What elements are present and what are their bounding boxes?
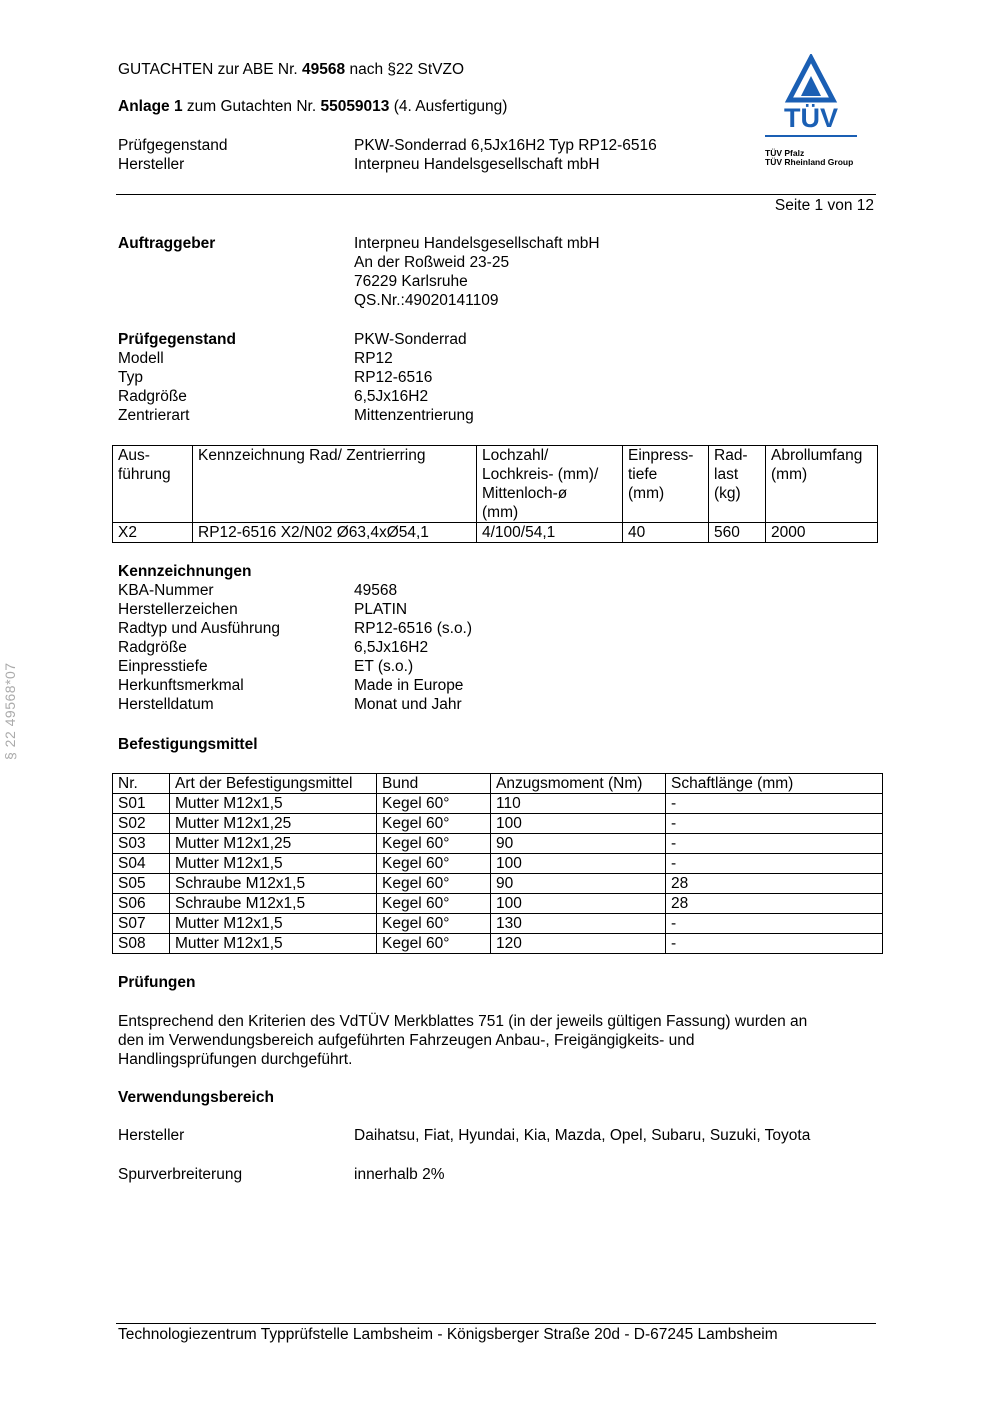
- zentrierart-label: Zentrierart: [118, 407, 190, 424]
- kennzeichnung-label: KBA-Nummer: [118, 582, 214, 599]
- table-cell: 40: [623, 523, 709, 543]
- table-cell: S02: [113, 814, 170, 834]
- table-cell: S01: [113, 794, 170, 814]
- kennzeichnungen-labels: [118, 581, 280, 714]
- table-row: [113, 523, 878, 543]
- table-cell: Kegel 60°: [377, 894, 491, 914]
- table-header-cell: Aus- führung: [113, 446, 193, 523]
- verwendungsbereich-title: Verwendungsbereich: [118, 1089, 274, 1106]
- table-row: [113, 874, 883, 894]
- table-cell: Kegel 60°: [377, 914, 491, 934]
- header-value-pruefgegenstand: PKW-Sonderrad 6,5Jx16H2 Typ RP12-6516: [354, 137, 657, 154]
- table-cell: 4/100/54,1: [477, 523, 623, 543]
- table-row: [113, 894, 883, 914]
- table-cell: Mutter M12x1,25: [170, 814, 377, 834]
- table-row: [113, 834, 883, 854]
- table-cell: 28: [666, 894, 883, 914]
- table-cell: Kegel 60°: [377, 794, 491, 814]
- kennzeichnungen-values: [354, 581, 472, 714]
- typ-value: RP12-6516: [354, 369, 433, 386]
- table-cell: 130: [491, 914, 666, 934]
- table-header-row: [113, 446, 878, 523]
- table-cell: Schraube M12x1,5: [170, 874, 377, 894]
- kennzeichnung-value: ET (s.o.): [354, 658, 414, 675]
- pruefgegenstand-label: Prüfgegenstand: [118, 331, 236, 348]
- tuev-logo-sub1: TÜV Pfalz: [765, 148, 805, 158]
- table-cell: Kegel 60°: [377, 874, 491, 894]
- spurverbreiterung-label: Spurverbreiterung: [118, 1166, 243, 1183]
- paragraph-line: Entsprechend den Kriterien des VdTÜV Merkblattes 751 (in der jeweils gültigen Fassung) wurden an: [118, 1013, 808, 1030]
- radgroesse-label: Radgröße: [118, 388, 187, 405]
- table-header-cell: Bund: [377, 774, 491, 794]
- table-cell: 110: [491, 794, 666, 814]
- table-cell: -: [666, 934, 883, 954]
- table-header-cell: Einpress- tiefe (mm): [623, 446, 709, 523]
- spurverbreiterung-value: innerhalb 2%: [354, 1166, 445, 1183]
- table-header-row: [113, 774, 883, 794]
- kennzeichnung-label: Radtyp und Ausführung: [118, 620, 281, 637]
- kennzeichnung-value: 6,5Jx16H2: [354, 639, 429, 656]
- header-label-pruefgegenstand: Prüfgegenstand: [118, 137, 228, 154]
- kennzeichnung-label: Herstellerzeichen: [118, 601, 238, 618]
- kennzeichnung-value: RP12-6516 (s.o.): [354, 620, 473, 637]
- side-reference-text: § 22 49568*07: [2, 662, 18, 760]
- table-cell: Mutter M12x1,5: [170, 794, 377, 814]
- table-cell: Schraube M12x1,5: [170, 894, 377, 914]
- table-cell: Kegel 60°: [377, 814, 491, 834]
- table-cell: 560: [709, 523, 766, 543]
- table-cell: 100: [491, 854, 666, 874]
- table-header-cell: Nr.: [113, 774, 170, 794]
- paragraph-line: Handlingsprüfungen durchgeführt.: [118, 1051, 353, 1068]
- pruefungen-title: Prüfungen: [118, 974, 196, 991]
- page-number: Seite 1 von 12: [774, 197, 874, 214]
- table-cell: 100: [491, 894, 666, 914]
- address-line: An der Roßweid 23-25: [354, 254, 510, 271]
- table-header-cell: Kennzeichnung Rad/ Zentrierring: [193, 446, 477, 523]
- table-cell: 120: [491, 934, 666, 954]
- kennzeichnung-label: Einpresstiefe: [118, 658, 208, 675]
- address-line: Interpneu Handelsgesellschaft mbH: [354, 235, 600, 252]
- table-cell: Kegel 60°: [377, 854, 491, 874]
- table-header-cell: Schaftlänge (mm): [666, 774, 883, 794]
- pruefungen-paragraph: [118, 1012, 807, 1069]
- table-cell: Kegel 60°: [377, 834, 491, 854]
- table-cell: Mutter M12x1,5: [170, 934, 377, 954]
- kennzeichnung-label: Radgröße: [118, 639, 187, 656]
- kennzeichnung-label: Herstelldatum: [118, 696, 214, 713]
- table-cell: 90: [491, 874, 666, 894]
- footer-address: Technologiezentrum Typprüfstelle Lambsheim - Königsberger Straße 20d - D-67245 Lambsheim: [118, 1326, 778, 1343]
- footer-divider: [116, 1323, 876, 1324]
- table-header-cell: Anzugsmoment (Nm): [491, 774, 666, 794]
- auftraggeber-address: [354, 234, 600, 310]
- table-cell: Kegel 60°: [377, 934, 491, 954]
- zentrierart-value: Mittenzentrierung: [354, 407, 474, 424]
- pruefgegenstand-value: PKW-Sonderrad: [354, 331, 467, 348]
- modell-value: RP12: [354, 350, 393, 367]
- tuev-logo-text: TÜV: [784, 103, 838, 133]
- radgroesse-value: 6,5Jx16H2: [354, 388, 429, 405]
- table-row: [113, 854, 883, 874]
- table-cell: S03: [113, 834, 170, 854]
- table-cell: -: [666, 814, 883, 834]
- kennzeichnung-label: Herkunftsmerkmal: [118, 677, 244, 694]
- pruefgegenstand-labels: [118, 330, 236, 425]
- tuev-logo: [763, 54, 859, 174]
- kennzeichnungen-title: Kennzeichnungen: [118, 563, 252, 580]
- kennzeichnung-value: PLATIN: [354, 601, 408, 618]
- table-cell: 28: [666, 874, 883, 894]
- auftraggeber-label: Auftraggeber: [118, 235, 216, 252]
- table-cell: 100: [491, 814, 666, 834]
- header-divider: [116, 194, 876, 195]
- typ-label: Typ: [118, 369, 143, 386]
- table-cell: 2000: [766, 523, 878, 543]
- header-line-1: GUTACHTEN zur ABE Nr. 49568 nach §22 StVZO: [118, 61, 465, 78]
- address-line: 76229 Karlsruhe: [354, 273, 468, 290]
- kennzeichnung-value: Made in Europe: [354, 677, 464, 694]
- address-line: QS.Nr.:49020141109: [354, 292, 499, 309]
- table-cell: -: [666, 794, 883, 814]
- table-cell: S04: [113, 854, 170, 874]
- table-header-cell: Rad- last (kg): [709, 446, 766, 523]
- table-row: [113, 814, 883, 834]
- table-cell: Mutter M12x1,5: [170, 914, 377, 934]
- table-cell: -: [666, 854, 883, 874]
- header-value-hersteller: Interpneu Handelsgesellschaft mbH: [354, 156, 600, 173]
- table-row: [113, 794, 883, 814]
- table-cell: X2: [113, 523, 193, 543]
- table-cell: S06: [113, 894, 170, 914]
- tuev-logo-sub2: TÜV Rheinland Group: [765, 157, 854, 167]
- table-header-cell: Art der Befestigungsmittel: [170, 774, 377, 794]
- table-cell: -: [666, 914, 883, 934]
- table-header-cell: Abrollumfang (mm): [766, 446, 878, 523]
- table-cell: -: [666, 834, 883, 854]
- table-cell: S05: [113, 874, 170, 894]
- wheel-spec-table: [112, 445, 878, 543]
- befestigung-table: [112, 773, 883, 954]
- modell-label: Modell: [118, 350, 164, 367]
- paragraph-line: den im Verwendungsbereich aufgeführten Fahrzeugen Anbau-, Freigängigkeits- und: [118, 1032, 695, 1049]
- pruefgegenstand-values: [354, 330, 474, 425]
- table-cell: Mutter M12x1,25: [170, 834, 377, 854]
- verwendung-hersteller-label: Hersteller: [118, 1127, 185, 1144]
- befestigungsmittel-title: Befestigungsmittel: [118, 736, 258, 753]
- table-cell: S08: [113, 934, 170, 954]
- header-label-hersteller: Hersteller: [118, 156, 185, 173]
- table-cell: RP12-6516 X2/N02 Ø63,4xØ54,1: [193, 523, 477, 543]
- table-row: [113, 934, 883, 954]
- header-line-2: Anlage 1 zum Gutachten Nr. 55059013 (4. Ausfertigung): [118, 98, 508, 115]
- table-header-cell: Lochzahl/ Lochkreis- (mm)/ Mittenloch-ø (mm): [477, 446, 623, 523]
- table-row: [113, 914, 883, 934]
- kennzeichnung-value: Monat und Jahr: [354, 696, 462, 713]
- kennzeichnung-value: 49568: [354, 582, 398, 599]
- table-cell: 90: [491, 834, 666, 854]
- table-cell: S07: [113, 914, 170, 934]
- verwendung-hersteller-value: Daihatsu, Fiat, Hyundai, Kia, Mazda, Opel, Subaru, Suzuki, Toyota: [354, 1127, 811, 1144]
- table-cell: Mutter M12x1,5: [170, 854, 377, 874]
